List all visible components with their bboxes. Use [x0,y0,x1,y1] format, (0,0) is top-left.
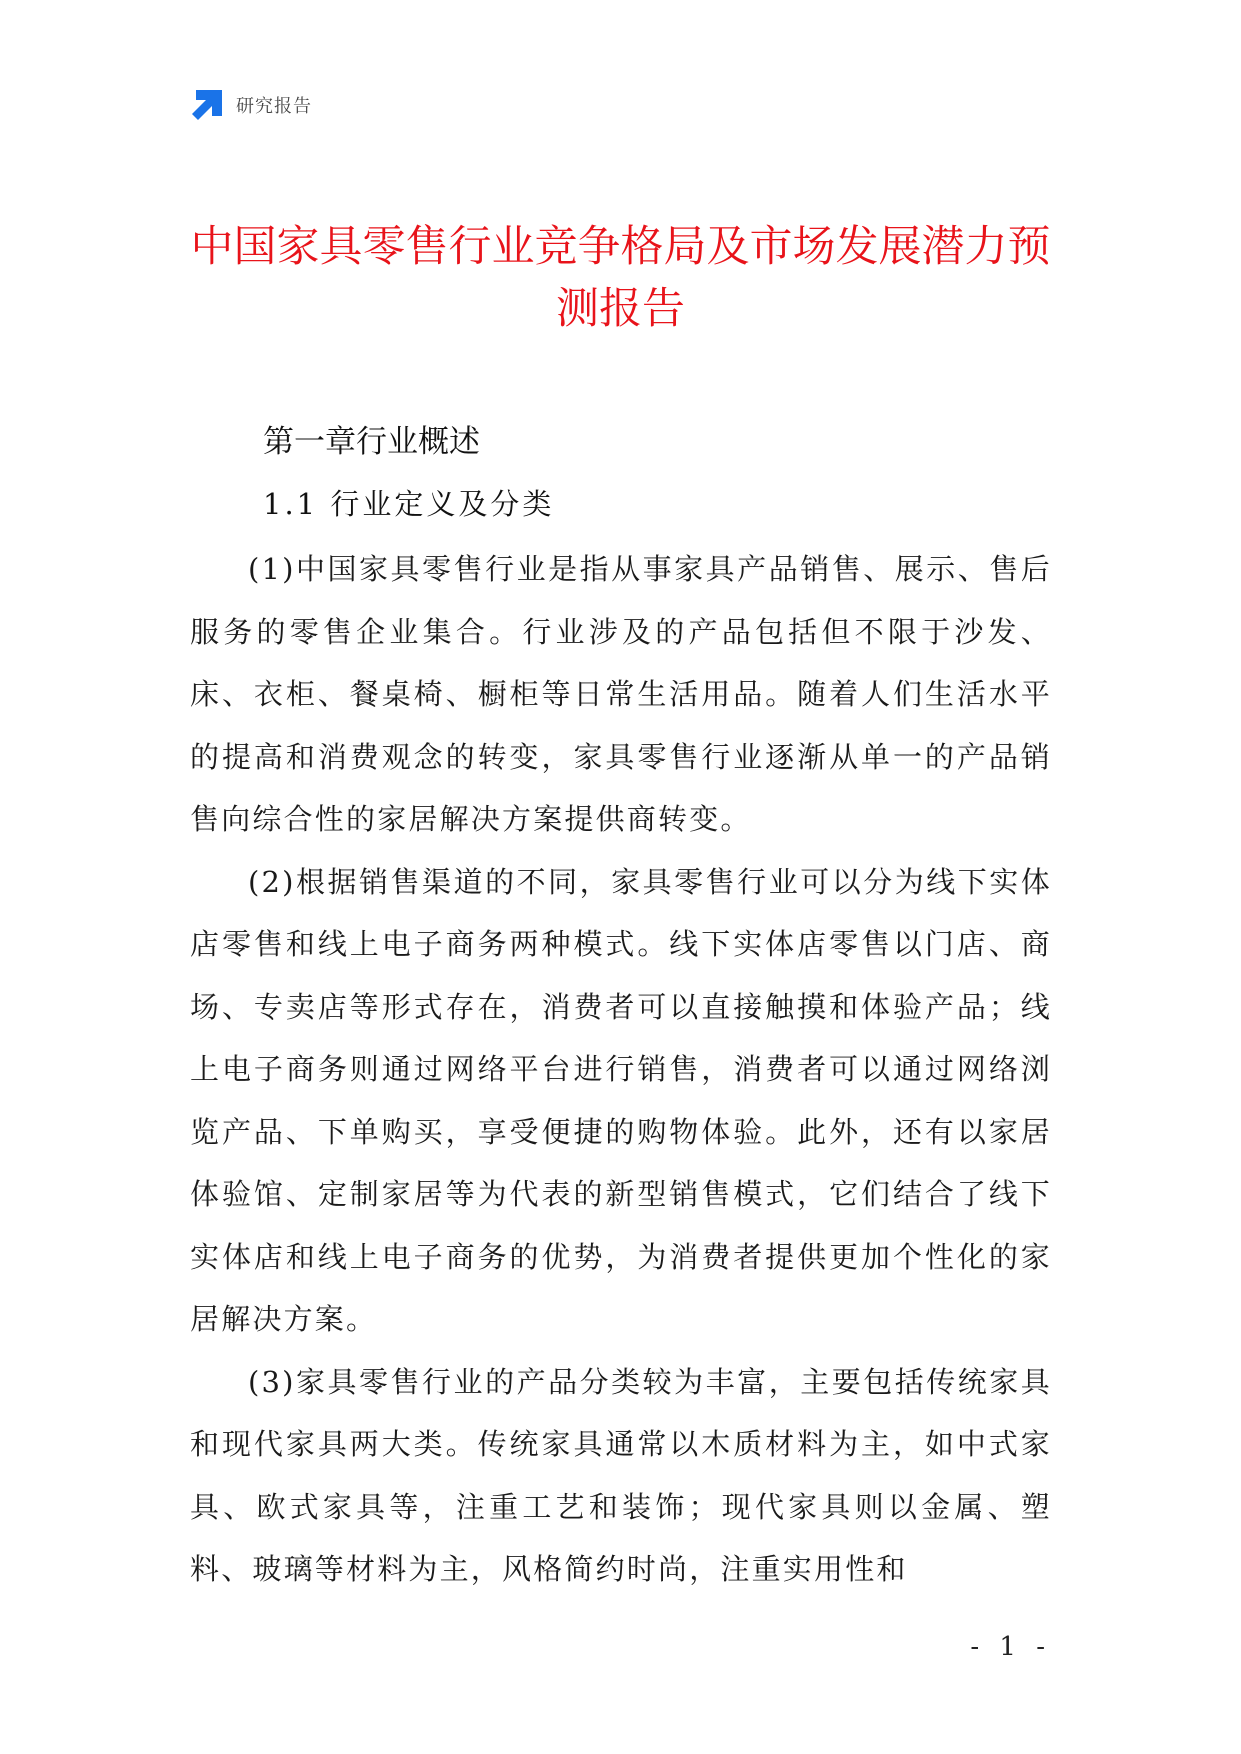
page-number: - 1 - [970,1632,1051,1662]
paragraph-2: (2)根据销售渠道的不同，家具零售行业可以分为线下实体店零售和线上电子商务两种模式。线下实体店零售以门店、商场、专卖店等形式存在，消费者可以直接触摸和体验产品；线上电子商务则通过网络平台进行销售，消费者可以通过网络浏览产品、下单购买，享受便捷的购物体验。此外，还有以家居体验馆、定制家居等为代表的新型销售模式，它们结合了线下实体店和线上电子商务的优势，为消费者提供更加个性化的家居解决方案。 [190,864,1052,1336]
report-title: 中国家具零售行业竞争格局及市场发展潜力预测报告 [190,222,1051,334]
section-heading: 1.1 行业定义及分类 [263,487,555,521]
report-header [190,88,312,122]
chapter-heading: 第一章行业概述 [263,424,480,460]
paragraph-3: (3)家具零售行业的产品分类较为丰富，主要包括传统家具和现代家具两大类。传统家具通常以木质材料为主，如中式家具、欧式家具等，注重工艺和装饰；现代家具则以金属、塑料、玻璃等材料为主，风格简约时尚，注重实用性和 [190,1364,1052,1586]
arrow-up-right-icon [190,88,224,122]
header-label: 研究报告 [236,96,312,117]
body-text [190,538,1052,1601]
paragraph-1: (1)中国家具零售行业是指从事家具产品销售、展示、售后服务的零售企业集合。行业涉及的产品包括但不限于沙发、床、衣柜、餐桌椅、橱柜等日常生活用品。随着人们生活水平的提高和消费观念的转变，家具零售行业逐渐从单一的产品销售向综合性的家居解决方案提供商转变。 [190,552,1052,836]
